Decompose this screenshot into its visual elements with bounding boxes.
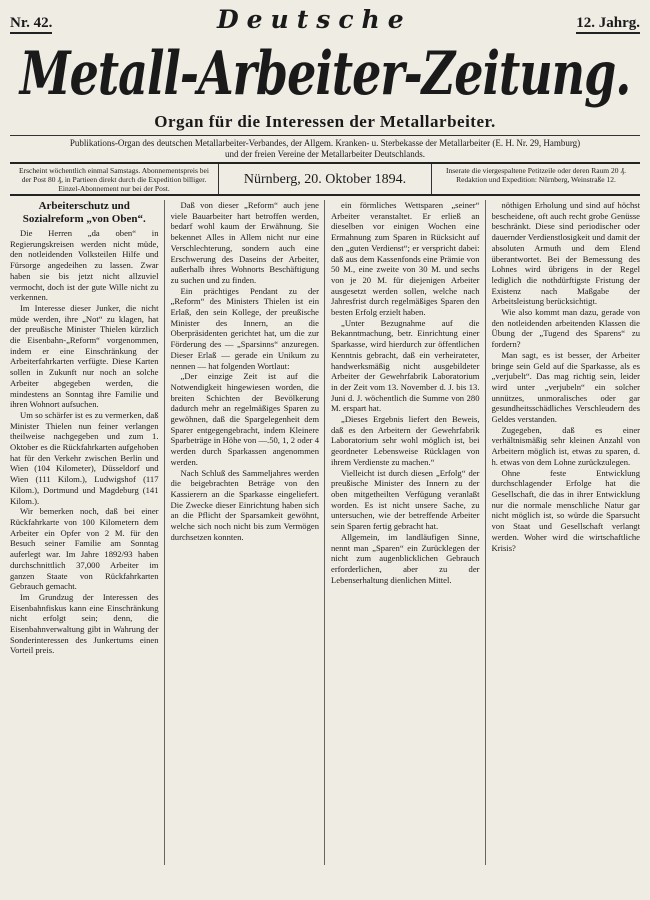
article-title: Arbeiterschutz und Sozialreform „von Oben“. [22,200,146,225]
paragraph: nöthigen Erholung und sind auf höchst bescheidene, oft auch recht grobe Genüsse beschränkt. Diese sind periodischer oder dauernder Verdienstlosigkeit und damit der absoluten Armuth und dem Elend überantwortet. Bei der Bemessung des Lohnes wird übrigens in der Regel lediglich die nothdürftigste Fristung der Existenz nach Maßgabe der Arbeitsleistung berücksichtigt. [491,200,640,307]
paragraph: „Dieses Ergebnis liefert den Beweis, daß es den Arbeitern der Gewehrfabrik Laboratorium sehr wohl möglich ist, bei geordneter Lebensweise Rücklagen von ihrem Verdienste zu machen.“ [331,414,480,467]
paragraph: „Der einzige Zeit ist auf die Notwendigkeit hingewiesen worden, die breiten Schichten der Bevölkerung dadurch mehr an regelmäßiges Sparen zu gewöhnen, daß die Spargelegenheit dem Sparer entgegengebracht, indem Kleinere Sparbeträge in Höhe von —.50, 1, 2 oder 4 werden durch Sparkassen angenommen werden. [170,371,319,467]
paragraph: Ohne feste Entwicklung durchschlagender Erfolge hat die Gesellschaft, die das in ihrer Entwicklung nur die normale menschliche Natur gar nicht möglich ist, so würde die Sparsucht von Staat und Gesellschaft verlangt werden. Woher wird die wirtschaftliche Krisis? [491,467,640,553]
paragraph: Man sagt, es ist besser, der Arbeiter bringe sein Geld auf die Sparkasse, als es „verjubelt“. Das mag richtig sein, leider wird unter „verjubeln“ ein solcher unnützes, unmoralisches oder gar gesundheitsschädliches Verschleudern des Geldes verstanden. [491,349,640,425]
paragraph: Wir bemerken noch, daß bei einer Rückfahrkarte von 100 Kilometern dem Arbeiter ein Opfer von 2 M. für den Besuch seiner Familie am Sonntag auferlegt war. Im Jahre 1892/93 haben durchschnittlich 37,000 Arbeiter im ganzen Staate von Rückfahrkarten Gebrauch gemacht. [10,506,159,592]
column-4 [492,200,641,865]
advertising-info: Inserate die viergespaltene Petitzeile oder deren Raum 20 ₰. Redaktion und Expedition: Nürnberg, Weinstraße 12. [431,164,640,194]
title-deutsche: Deutsche [216,5,412,34]
paragraph: Nach Schluß des Sammeljahres werden die beigebrachten Beträge von den Kassierern an die Sparkasse eingeliefert. Die Zwecke dieser Einrichtung haben sich an die Pflicht der Sparsamkeit gewöhnt, welche sich noch nicht bis zum Vermögen durchsetzen konnten. [170,467,319,542]
subscription-info: Erscheint wöchentlich einmal Samstags. Abonnementspreis bei der Post 80 ₰, in Partieen direkt durch die Expedition billiger. Einzel-Abonnement nur bei der Post. [10,164,219,194]
paragraph: Zugegeben, daß es einer verhältnismäßig sehr kleinen Anzahl von Arbeitern möglich ist, etwas zu sparen, d. h. etwas von dem Lohne zurückzulegen. [491,424,640,467]
info-bar [10,164,640,196]
column-3 [331,200,486,865]
issue-date: Nürnberg, 20. Oktober 1894. [243,171,407,187]
paragraph: Allgemein, im landläufigen Sinne, nennt man „Sparen“ ein Zurücklegen der nicht zum augenblicklichen Gebrauch erforderlichen, aber zu der Lebenserhaltung dienlichen Mittel. [331,531,480,585]
paragraph: Im Grundzug der Interessen des Eisenbahnfiskus kann eine Einschränkung nicht erfolgt sein; denn, die Eisenbahnverwaltung gibt in Wahrung der Sonderinteressen des Junkertums einen Vorteil preis. [10,591,159,656]
publication-line-1: Publikations-Organ des deutschen Metallarbeiter-Verbandes, der Allgem. Kranken- u. Sterbekasse der Metallarbeiter (E. H. Nr. 29, Hamburg) [69,138,581,148]
paragraph: Wie also kommt man dazu, gerade von den notleidenden arbeitenden Klassen die Übung der „Tugend des Sparens“ zu fordern? [491,307,640,350]
top-line [10,4,640,34]
paragraph: Die Herren „da oben“ in Regierungskreisen werden nicht müde, den notleidenden Volksteilen Hilfe und Fürsorge angedeihen zu lassen. Zwar haben sie bis jetzt nicht allzuviel vermocht, doch ist der gute Wille nicht zu verkennen. [10,228,159,303]
publication-line [10,135,640,164]
paragraph: Daß von dieser „Reform“ auch jene viele Bauarbeiter hart betroffen werden, bedarf wohl kaum der Erwähnung. Sie bekennet Alles in Allem nicht nur eine Verschlechterung, sondern auch eine Erschwerung des Daseins der Arbeiter, außerhalb ihres Wohnorts Beschäftigung zu suchen und zu finden. [170,200,319,285]
paragraph: Ein prächtiges Pendant zu der „Reform“ des Ministers Thielen ist ein Erlaß, den sein Kollege, der preußische Minister des Innern, an die Oberpräsidenten gerichtet hat, um die zur Förderung des — „Sparsinns“ anzuregen. Dieser Erlaß — gerade ein Unikum zu nennen — hat folgenden Wortlaut: [170,285,319,371]
paragraph: Um so schärfer ist es zu vermerken, daß Minister Thielen nun feiner verlangen theilweise nachgegeben und zum 1. Oktober es die Rückfahrkarten aufgehoben hat für den Verkehr zwischen Berlin und Wien (104 Kilometer), Düsseldorf und Wien (111 Kilom.), Ludwigshof (117 Kilom.), Dortmund und Magdeburg (141 Kilom.). [10,409,159,506]
column-1 [10,200,165,865]
paragraph: Vielleicht ist durch diesen „Erfolg“ der preußische Minister des Innern zu der oben mitgetheilten Verfügung veranlaßt worden. Es ist nicht unsere Sache, zu untersuchen, wie der betreffende Arbeiter sein Sparen fertig gebracht hat. [331,467,480,532]
subtitle-organ: Organ für die Interessen der Metallarbeiter. [154,112,496,131]
publication-line-2: und der freien Vereine der Metallarbeiter Deutschlands. [225,149,425,159]
issue-number: Nr. 42. [10,15,52,34]
masthead-title: Metall-Arbeiter-Zeitung. [19,37,631,109]
paragraph: ein förmliches Wettsparen „seiner“ Arbeiter veranstaltet. Er erließ an dieselben vor einigen Wochen eine Ermahnung zum Sparen in Rücksicht auf den „guten Verdienst“; er verspricht dabei: daß aus dem Kassenfonds eine Prämie von 50 M., eine zweite von 30 M. und sechs von je 20 M. für diejenigen Arbeiter ausgesetzt werden sollen, welche nach Jahresfrist durch regelmäßiges Sparen den besten Erfolg erzielt haben. [331,200,480,318]
text-columns [10,196,640,865]
column-2 [171,200,326,865]
volume-year: 12. Jahrg. [576,15,640,34]
paragraph: „Unter Bezugnahme auf die Bekanntmachung, betr. Einrichtung einer Sparkasse, wird hierdurch zur öffentlichen Kenntnis gebracht, daß ein verheirateter, handwerksmäßig nicht ausgebildeter Arbeiter der Gewehrfabrik Laboratorium in der Zeit vom 13. November d. J. bis 13. Juni d. J. wöchentlich die Summe von 280 M. erspart hat. [331,317,480,414]
paragraph: Im Interesse dieser Junker, die nicht müde werden, ihre „Not“ zu klagen, hat der preußische Minister Thielen kürzlich die Eisenbahn-„Reform“ vorgenommen, indem er eine Einschränkung der Arbeiterfahrkarten verfügte. Diese Karten sollen in Zukunft nur noch an solche Arbeiter abgegeben werden, die mindestens an Sonntag ihre Familie und ihren Wohnort aufsuchen. [10,302,159,410]
